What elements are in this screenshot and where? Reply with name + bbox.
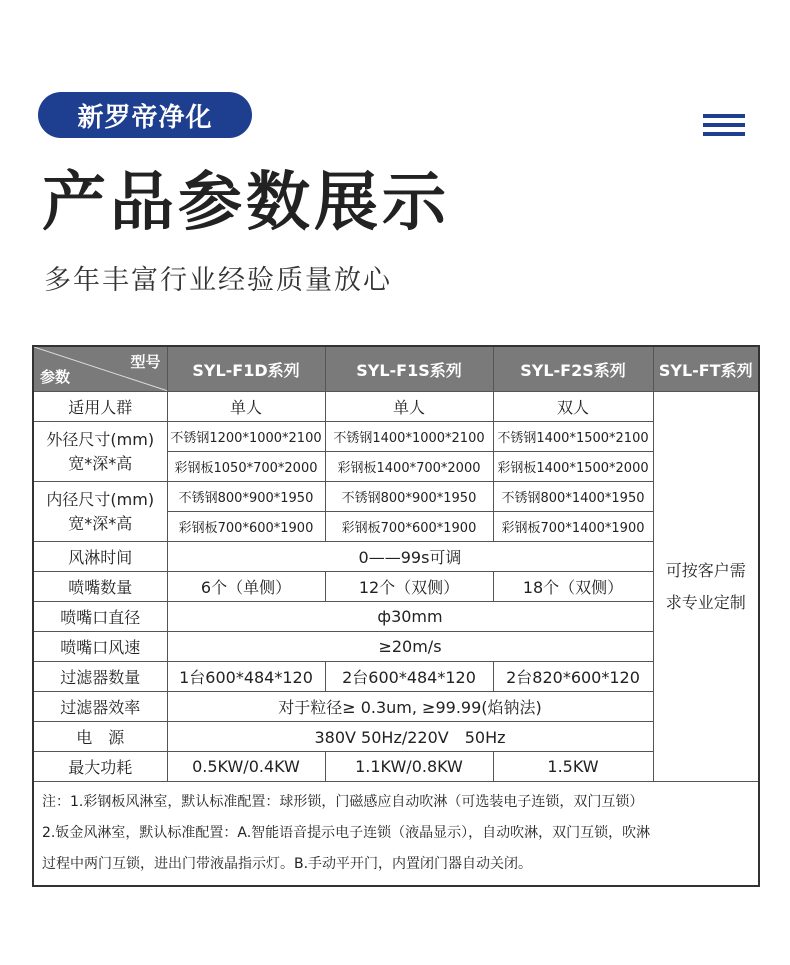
table-cell: 单人 bbox=[167, 392, 325, 422]
row-label: 喷嘴口风速 bbox=[33, 632, 167, 662]
row-label-outer bbox=[33, 422, 167, 482]
table-cell: 彩钢板1400*1500*2000 bbox=[493, 452, 653, 482]
table-cell: 1.1KW/0.8KW bbox=[325, 752, 493, 782]
note-line: 过程中两门互锁，进出门带液晶指示灯。B.手动平开门，内置闭门器自动关闭。 bbox=[42, 856, 533, 872]
table-cell: 对于粒径≥ 0.3um, ≥99.99(焰钠法) bbox=[167, 692, 653, 722]
ft-custom-line: 可按客户需 bbox=[665, 560, 746, 580]
table-cell: 380V 50Hz/220V 50Hz bbox=[167, 722, 653, 752]
row-label: 风淋时间 bbox=[33, 542, 167, 572]
table-header-row bbox=[33, 346, 759, 392]
row-label-inner bbox=[33, 482, 167, 542]
table-cell: 12个（双侧） bbox=[325, 572, 493, 602]
model-header: SYL-F1S系列 bbox=[325, 346, 493, 392]
notes-cell bbox=[33, 782, 759, 887]
row-label: 最大功耗 bbox=[33, 752, 167, 782]
row-label-line: 内径尺寸(mm) bbox=[46, 489, 155, 509]
row-label: 喷嘴口直径 bbox=[33, 602, 167, 632]
table-row bbox=[33, 632, 759, 662]
corner-param-label: 参数 bbox=[40, 368, 71, 386]
row-label-line: 宽*深*高 bbox=[68, 513, 133, 533]
notes-row bbox=[33, 782, 759, 887]
hamburger-menu-icon[interactable] bbox=[703, 114, 745, 136]
table-row bbox=[33, 722, 759, 752]
corner-cell bbox=[33, 346, 167, 392]
row-label: 电 源 bbox=[33, 722, 167, 752]
page-title: 产品参数展示 bbox=[42, 166, 450, 240]
row-label: 适用人群 bbox=[33, 392, 167, 422]
brand-badge bbox=[38, 92, 252, 138]
brand-name: 新罗帝净化 bbox=[77, 102, 213, 133]
row-label-line: 外径尺寸(mm) bbox=[46, 429, 155, 449]
model-header: SYL-F2S系列 bbox=[493, 346, 653, 392]
model-header: SYL-F1D系列 bbox=[167, 346, 325, 392]
table-cell: 不锈钢1400*1000*2100 bbox=[325, 422, 493, 452]
table-row bbox=[33, 752, 759, 782]
model-header: SYL-FT系列 bbox=[653, 346, 759, 392]
table-row bbox=[33, 482, 759, 512]
table-cell: 2台600*484*120 bbox=[325, 662, 493, 692]
table-cell: 彩钢板700*600*1900 bbox=[325, 512, 493, 542]
table-cell: ф30mm bbox=[167, 602, 653, 632]
table-cell: 2台820*600*120 bbox=[493, 662, 653, 692]
table-cell: 不锈钢800*900*1950 bbox=[325, 482, 493, 512]
row-label: 喷嘴数量 bbox=[33, 572, 167, 602]
table-row bbox=[33, 662, 759, 692]
table-cell: 彩钢板700*600*1900 bbox=[167, 512, 325, 542]
table-cell: 彩钢板1400*700*2000 bbox=[325, 452, 493, 482]
table-cell: 双人 bbox=[493, 392, 653, 422]
table-cell: 0——99s可调 bbox=[167, 542, 653, 572]
table-cell: 1.5KW bbox=[493, 752, 653, 782]
table-cell: 不锈钢1200*1000*2100 bbox=[167, 422, 325, 452]
table-row bbox=[33, 602, 759, 632]
table-row bbox=[33, 422, 759, 452]
table-row bbox=[33, 392, 759, 422]
table-row bbox=[33, 692, 759, 722]
ft-custom-line: 求专业定制 bbox=[665, 592, 746, 612]
table-cell: 6个（单侧） bbox=[167, 572, 325, 602]
note-line: 注：1.彩钢板风淋室，默认标准配置：球形锁，门磁感应自动吹淋（可选装电子连锁，双门互锁） bbox=[42, 794, 644, 810]
table-cell: 不锈钢800*900*1950 bbox=[167, 482, 325, 512]
table-cell: 0.5KW/0.4KW bbox=[167, 752, 325, 782]
table-cell: 不锈钢1400*1500*2100 bbox=[493, 422, 653, 452]
row-label-line: 宽*深*高 bbox=[68, 453, 133, 473]
table-cell: 彩钢板1050*700*2000 bbox=[167, 452, 325, 482]
table-cell: 不锈钢800*1400*1950 bbox=[493, 482, 653, 512]
row-label: 过滤器数量 bbox=[33, 662, 167, 692]
row-label: 过滤器效率 bbox=[33, 692, 167, 722]
note-line: 2.钣金风淋室，默认标准配置：A.智能语音提示电子连锁（液晶显示），自动吹淋，双门互锁，吹淋 bbox=[42, 825, 651, 841]
table-cell: 18个（双侧） bbox=[493, 572, 653, 602]
table-cell: ≥20m/s bbox=[167, 632, 653, 662]
table-cell: 彩钢板700*1400*1900 bbox=[493, 512, 653, 542]
table-row bbox=[33, 542, 759, 572]
table-cell: 1台600*484*120 bbox=[167, 662, 325, 692]
page-subtitle: 多年丰富行业经验质量放心 bbox=[44, 265, 392, 296]
table-cell: 单人 bbox=[325, 392, 493, 422]
corner-model-label: 型号 bbox=[130, 353, 161, 371]
ft-custom-cell bbox=[653, 392, 759, 782]
spec-table bbox=[32, 345, 760, 887]
table-row bbox=[33, 572, 759, 602]
